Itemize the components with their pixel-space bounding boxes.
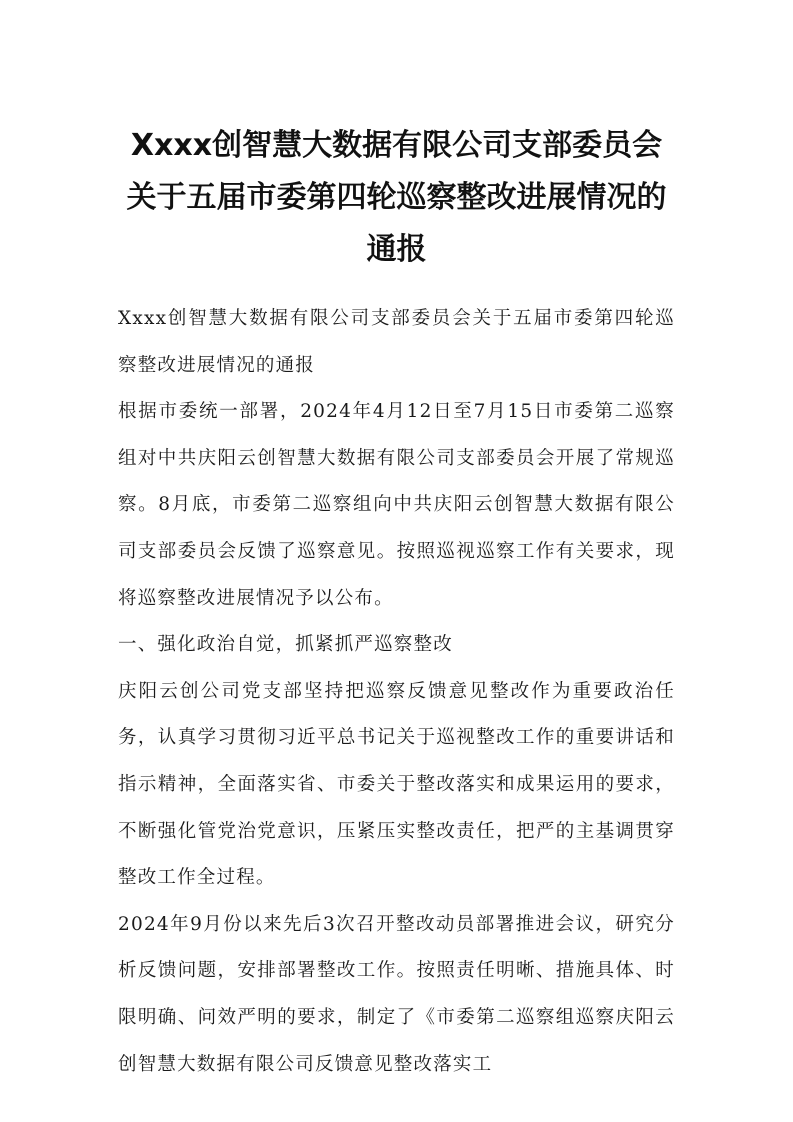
paragraph-meetings: 2024年9月份以来先后3次召开整改动员部署推进会议，研究分析反馈问题，安排部署整改工作。按照责任明晰、措施具体、时限明确、问效严明的要求，制定了《市委第二巡察组巡察庆阳云创智慧大数据有限公司反馈意见整改落实工	[118, 913, 675, 1075]
paragraph-repeat-title: Xxxx创智慧大数据有限公司支部委员会关于五届市委第四轮巡察整改进展情况的通报	[118, 308, 675, 376]
section-heading-1: 一、强化政治自觉，抓紧抓严巡察整改	[118, 634, 453, 656]
paragraph-background: 根据市委统一部署，2024年4月12日至7月15日市委第二巡察组对中共庆阳云创智慧大数据有限公司支部委员会开展了常规巡察。8月底，市委第二巡察组向中共庆阳云创智慧大数据有限公司支部委员会反馈了巡察意见。按照巡视巡察工作有关要求，现将巡察整改进展情况予以公布。	[118, 401, 675, 609]
document-title: Xxxx创智慧大数据有限公司支部委员会关于五届市委第四轮巡察整改进展情况的通报	[126, 128, 667, 267]
document-body	[118, 296, 675, 1088]
paragraph-section-1: 庆阳云创公司党支部坚持把巡察反馈意见整改作为重要政治任务，认真学习贯彻习近平总书记关于巡视整改工作的重要讲话和指示精神，全面落实省、市委关于整改落实和成果运用的要求，不断强化管党治党意识，压紧压实整改责任，把严的主基调贯穿整改工作全过程。	[118, 680, 675, 889]
